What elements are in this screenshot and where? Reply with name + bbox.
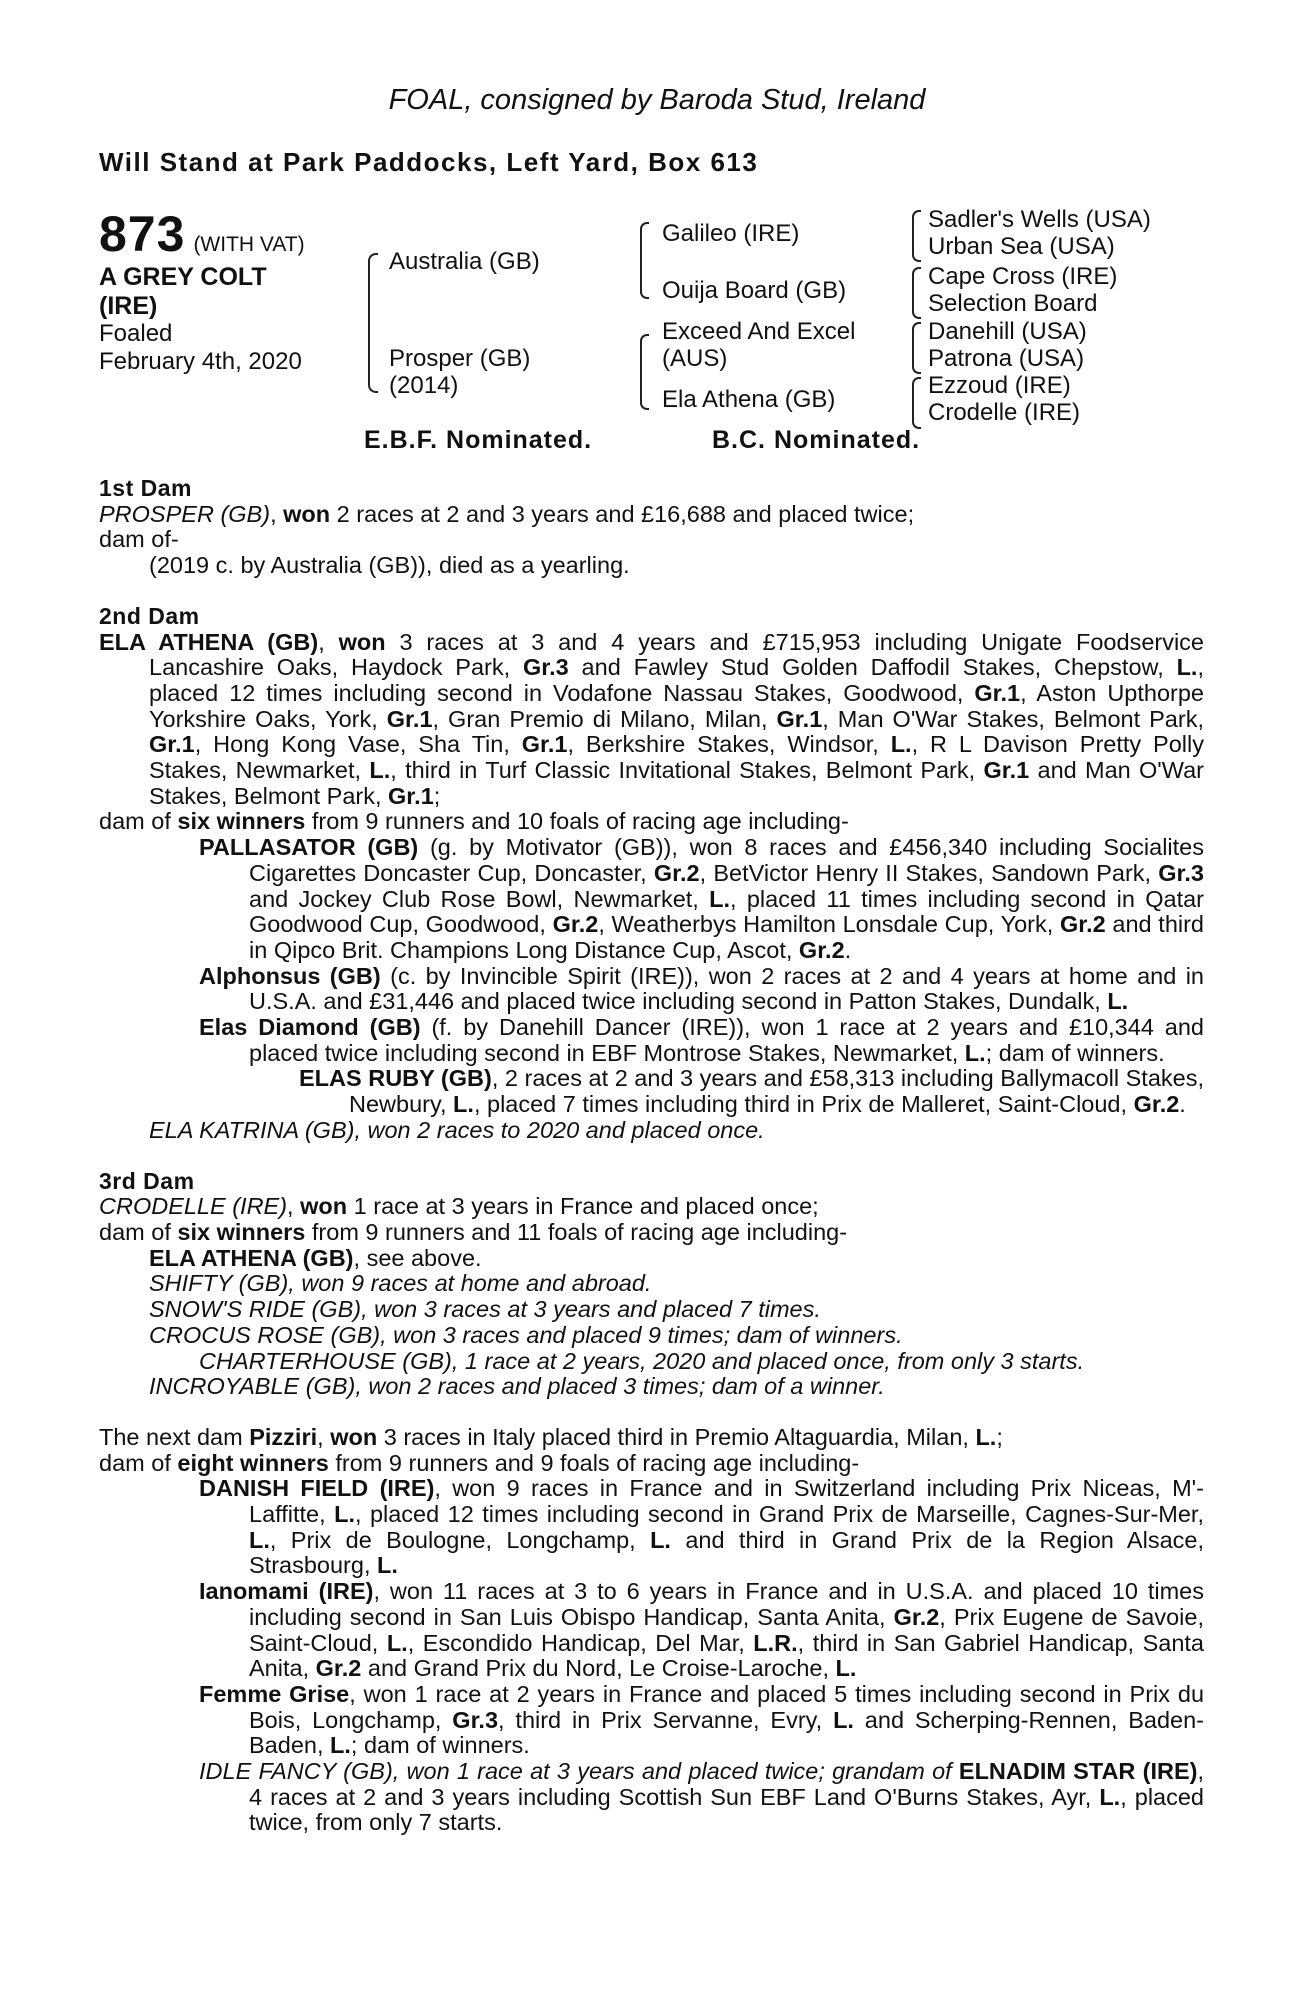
text-run: 1 race at 3 years in France and placed once; [347,1193,819,1220]
pedigree-g3: Ezzoud (IRE) [928,372,1071,399]
text-run: L. [833,1706,854,1733]
pedigree-g3: Patrona (USA) [928,345,1085,372]
text-run: , Gran Premio di Milano, Milan, [432,705,777,732]
text-run: The next dam [99,1423,250,1450]
text-run: ; dam of winners. [985,1039,1165,1066]
vat-label: (WITH VAT) [193,233,305,256]
text-run: and Jockey Club Rose Bowl, Newmarket, [249,885,710,912]
section-heading: 3rd Dam [99,1167,195,1194]
lot-description [99,263,267,321]
text-run: Ianomami (IRE) [199,1578,374,1605]
produce-entry [99,1015,1204,1066]
text-run: INCROYABLE (GB) [149,1373,356,1400]
text-run: Gr.2 [893,1603,940,1630]
text-run: L. [1099,1783,1121,1810]
text-run: Alphonsus (GB) [199,962,381,989]
produce-entry [99,1349,1204,1375]
text-run: ELA KATRINA (GB) [149,1116,355,1143]
pedigree-sire-dam: Ouija Board (GB) [662,277,847,304]
text-run: 3 races at 3 and 4 years and £715,953 including Unigate Foodservice Lancashire Oaks, Haydock Park, [149,628,1205,681]
text-run: , Prix de Boulogne, Longchamp, [269,1526,651,1553]
lot-number: 873 [99,206,186,262]
text-run: eight winners [177,1449,329,1476]
text-run: Gr.1 [149,731,195,758]
text-run: L. [835,1655,857,1682]
text-run: Gr.1 [983,757,1030,784]
text-run: , Berkshire Stakes, Windsor, [567,731,891,758]
text-run: , won 2 races and placed 3 times; dam of a winner. [355,1373,885,1400]
stand-location: Will Stand at Park Paddocks, Left Yard, Box 613 [99,147,759,177]
foaled-label: Foaled [99,320,173,347]
produce-entry [99,835,1204,964]
text-run: L. [334,1501,355,1528]
pedigree-g3: Sadler's Wells (USA) [928,206,1151,233]
text-run: , placed 12 times including second in Grand Prix de Marseille, Cagnes-Sur-Mer, [354,1501,1204,1528]
text-run: ELNADIM STAR (IRE) [958,1758,1198,1785]
pedigree-notes [99,476,1204,1836]
text-run: , won 9 races in France and in Switzerland including Prix Niceas, M'-Laffitte, [249,1475,1204,1528]
text-run: , BetVictor Henry II Stakes, Sandown Park, [699,859,1159,886]
text-run: , won 1 race at 2 years in France and placed 5 times including second in Prix du Bois, Longchamp, [249,1680,1205,1733]
text-run: , won 2 races to 2020 and placed once. [354,1116,765,1143]
pedigree-dam [389,345,530,399]
text-run: six winners [177,1218,306,1245]
text-run: won [300,1193,348,1220]
text-run: Gr.3 [522,654,569,681]
produce-entry [99,1271,1204,1297]
produce-entry [99,1323,1204,1349]
third-dam-record [99,1194,1204,1220]
text-run: CROCUS ROSE (GB) [149,1321,381,1348]
text-run: and Fawley Stud Golden Daffodil Stakes, Chepstow, [568,654,1177,681]
produce-entry [99,1374,1204,1400]
section-heading: 2nd Dam [99,602,200,629]
text-run: from 9 runners and 9 foals of racing age including- [328,1449,860,1476]
text-run: won [338,628,386,655]
text-run: , won 9 races at home and abroad. [288,1270,652,1297]
text-run: PROSPER (GB) [99,500,271,527]
text-run: ; [996,1423,1003,1450]
pedigree-brace [912,210,921,262]
text-run: , won 1 race at 3 years and placed twice; grandam of [392,1758,959,1785]
text-run: dam of [99,808,178,835]
text-run: . [844,936,852,963]
text-run: , [270,500,284,527]
text-run: dam of [99,1449,178,1476]
lot-number-block [99,205,305,263]
first-dam-record [99,502,1204,528]
pedigree-brace [912,377,921,429]
ebf-nominated: E.B.F. Nominated. [364,426,593,454]
text-run: Gr.3 [1158,859,1204,886]
dam-of-line: dam of- [99,526,179,553]
text-run: L. [330,1732,351,1759]
text-run: Gr.1 [388,782,434,809]
pedigree-g3: Danehill (USA) [928,318,1087,345]
bc-nominated: B.C. Nominated. [712,426,921,454]
text-run: and Man O'War Stakes, Belmont Park, [149,757,1204,809]
text-run: L. [249,1526,270,1553]
text-run: Gr.1 [974,679,1021,706]
text-run: L. [1107,988,1129,1015]
text-run: Elas Diamond (GB) [199,1014,421,1041]
text-run: Pizziri [249,1423,318,1450]
text-run: , 2 races at 2 and 3 years and £58,313 including Ballymacoll Stakes, Newbury, [349,1065,1204,1118]
text-run: , won 3 races and placed 9 times; dam of winners. [380,1321,903,1348]
text-run: , Weatherbys Hamilton Lonsdale Cup, York, [598,911,1060,938]
consignor-line: FOAL, consigned by Baroda Stud, Ireland [388,84,926,116]
text-run: , placed twice, from only 7 starts. [249,1783,1204,1836]
pedigree-g3: Urban Sea (USA) [928,233,1115,260]
foaled-date: February 4th, 2020 [99,348,302,375]
text-run: (f. by Danehill Dancer (IRE)), won 1 race at 2 years and £10,344 and placed twice including second in EBF Montrose Stakes, Newmarket, [249,1014,1204,1066]
text-run: Gr.2 [315,1655,362,1682]
lot-description-line: A GREY COLT [99,263,267,291]
pedigree-sire: Australia (GB) [389,248,540,275]
pedigree-brace [640,222,649,299]
text-run: six winners [177,808,306,835]
produce-entry [99,1476,1204,1579]
text-run: dam of [99,1218,178,1245]
produce-entry [99,1118,1204,1144]
pedigree-g3: Cape Cross (IRE) [928,263,1118,290]
text-run: L. [453,1091,474,1118]
pedigree-dam-dam: Ela Athena (GB) [662,386,836,413]
text-run: L. [709,885,731,912]
pedigree-brace [368,253,378,393]
text-run: Gr.3 [452,1706,499,1733]
pedigree-g3: Selection Board [928,290,1098,317]
text-run: , [318,628,339,655]
text-run: Gr.1 [776,705,823,732]
text-run: , Hong Kong Vase, Sha Tin, [194,731,522,758]
text-run: , 1 race at 2 years, 2020 and placed once, from only 3 starts. [451,1347,1085,1374]
text-run: , 4 races at 2 and 3 years including Scottish Sun EBF Land O'Burns Stakes, Ayr, [249,1758,1204,1810]
pedigree-brace [912,267,921,319]
text-run: , [317,1423,331,1450]
text-run: L. [975,1423,997,1450]
spacer [99,579,1204,604]
text-run: , placed 11 times including second in Qatar Goodwood Cup, Goodwood, [249,885,1204,938]
next-dam-record [99,1425,1204,1451]
text-run: and Grand Prix du Nord, Le Croise-Laroche, [361,1655,836,1682]
text-run: , placed 12 times including second in Vodafone Nassau Stakes, Goodwood, [149,654,1204,706]
text-run: from 9 runners and 11 foals of racing age including- [305,1218,848,1245]
pedigree-brace [640,334,649,410]
text-run: ELA ATHENA (GB) [149,1244,354,1271]
text-run: , Aston Upthorpe Yorkshire Oaks, York, [149,679,1204,732]
produce-entry [99,1297,1204,1323]
text-run: , won 3 races at 3 years and placed 7 times. [361,1296,821,1323]
lot-description-line: (IRE) [99,292,158,320]
text-run: Femme Grise [199,1680,350,1707]
text-run: , Man O'War Stakes, Belmont Park, [822,705,1204,732]
text-run: Gr.1 [386,705,433,732]
text-run: , Prix Eugene de Savoie, Saint-Cloud, [249,1603,1204,1656]
text-run: L. [386,1629,408,1656]
dam-of-line [99,1451,1204,1477]
foaled-info [99,320,302,376]
text-run: (c. by Invincible Spirit (IRE)), won 2 races at 2 and 4 years at home and in U.S.A. and £31,446 and placed twice including second in Patton Stakes, Dundalk, [249,962,1204,1015]
text-run: CHARTERHOUSE (GB) [199,1347,452,1374]
text-run: SNOW'S RIDE (GB) [149,1296,362,1323]
text-run: ; dam of winners. [350,1732,530,1759]
text-run: won [283,500,331,527]
text-run: L. [369,757,391,784]
produce-entry [99,1579,1204,1682]
produce-entry [99,1246,1204,1272]
text-run: Gr.2 [798,936,845,963]
text-run: and third in Qipco Brit. Champions Long Distance Cup, Ascot, [249,911,1205,963]
text-run: CRODELLE (IRE) [99,1193,288,1220]
pedigree-dam-sire-country: (AUS) [662,345,728,372]
text-run: , see above. [353,1244,482,1271]
text-run: , third in San Gabriel Handicap, Santa Anita, [249,1629,1205,1682]
second-dam-record [99,630,1204,810]
text-run: , [287,1193,301,1220]
text-run: , third in Prix Servanne, Evry, [498,1706,834,1733]
pedigree-sire-sire: Galileo (IRE) [662,220,800,247]
section-heading: 1st Dam [99,475,192,501]
text-run: and Scherping-Rennen, Baden-Baden, [249,1706,1204,1759]
text-run: Gr.2 [1059,911,1106,938]
text-run: , R L Davison Pretty Polly Stakes, Newmarket, [149,731,1204,784]
text-run: . [1179,1091,1186,1118]
pedigree-brace [912,322,921,374]
text-run: ; [433,782,441,809]
produce-entry [99,1066,1204,1117]
text-run: won [330,1423,378,1450]
dam-of-line [99,809,1204,835]
text-run: 3 races in Italy placed third in Premio Altaguardia, Milan, [377,1423,976,1450]
text-run: ELA ATHENA (GB) [99,628,319,655]
pedigree-dam-name: Prosper (GB) [389,345,531,372]
dam-of-line [99,1220,1204,1246]
pedigree-dam-year: (2014) [389,372,459,399]
text-run: and third in Grand Prix de la Region Alsace, Strasbourg, [249,1526,1204,1579]
text-run: L. [1176,654,1198,681]
text-run: DANISH FIELD (IRE) [199,1475,435,1502]
text-run: Gr.2 [1133,1091,1180,1118]
text-run: IDLE FANCY (GB) [199,1758,393,1785]
text-run: 2 races at 2 and 3 years and £16,688 and placed twice; [330,500,915,527]
text-run: PALLASATOR (GB) [199,834,419,861]
pedigree-g3: Crodelle (IRE) [928,399,1081,426]
text-run: L. [890,731,912,758]
text-run: , Escondido Handicap, Del Mar, [407,1629,754,1656]
text-run: , won 11 races at 3 to 6 years in France and in U.S.A. and placed 10 times including second in San Luis Obispo Handicap, Santa Anita, [249,1578,1204,1630]
text-run: Gr.2 [653,859,700,886]
text-run: L. [377,1552,398,1579]
text-run: ELAS RUBY (GB) [299,1065,492,1092]
text-run: (g. by Motivator (GB)), won 8 races and £456,340 including Socialites Cigarettes Doncaster Cup, Doncaster, [249,834,1204,886]
spacer [99,1400,1204,1425]
text-run: Gr.1 [521,731,568,758]
produce-entry [99,1759,1204,1836]
text-run: from 9 runners and 10 foals of racing age including- [305,808,849,835]
text-run: L. [650,1526,671,1553]
produce-entry: (2019 c. by Australia (GB)), died as a yearling. [149,552,630,579]
produce-entry [99,1682,1204,1759]
text-run: , placed 7 times including third in Prix de Malleret, Saint-Cloud, [473,1091,1134,1118]
pedigree-dam-sire [662,318,855,372]
text-run: SHIFTY (GB) [149,1270,289,1297]
produce-entry [99,964,1204,1015]
text-run: , third in Turf Classic Invitational Stakes, Belmont Park, [390,757,984,784]
pedigree-dam-sire-name: Exceed And Excel [662,318,856,345]
spacer [99,1144,1204,1169]
text-run: Gr.2 [552,911,599,938]
text-run: L.R. [753,1629,798,1656]
text-run: L. [964,1039,986,1066]
